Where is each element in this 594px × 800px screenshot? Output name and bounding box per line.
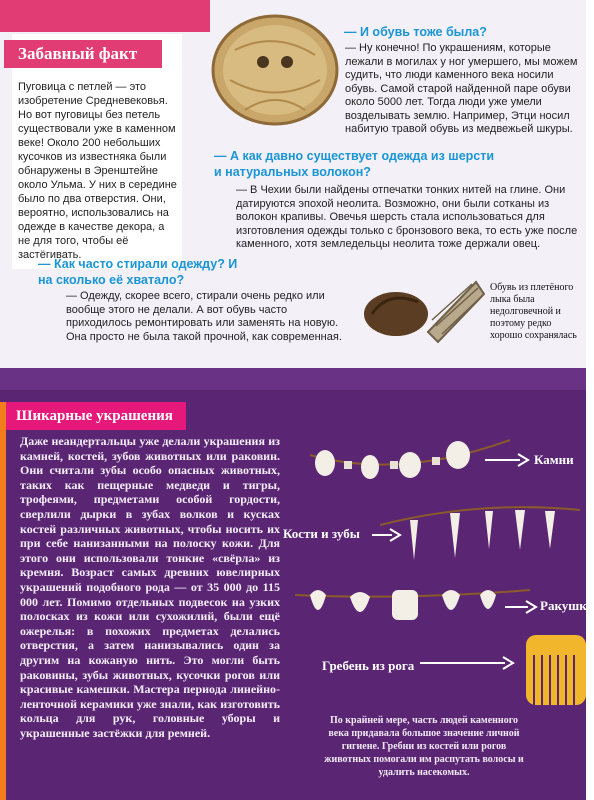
jewelry-illustration [280,425,586,725]
stone-button-image [205,10,345,130]
label-shells: Ракушки [540,598,594,613]
q1-title: — И обувь тоже была? [344,25,487,39]
q1-text: — Ну конечно! По украшениям, которые лежали в могилах у ног умершего, мы можем судить, что люди каменного века носили обувь. Самой старой найденной паре обуви около 5000 лет. Тогда люди уже умели возделывать землю. Например, Этци носил набитую травой обувь из медвежьей шкуры. [345,42,578,135]
orange-side-bar [0,402,6,800]
label-stones: Камни [534,452,574,467]
q2-title: — А как давно существует одежда из шерсти и натуральных волокон? [214,149,495,179]
q3-title: — Как часто стирали одежду? И на сколько её хватало? [38,257,238,287]
jewelry-title: Шикарные украшения [6,402,186,430]
shoe-caption: Обувь из плетёного лыка была недолговечной и поэтому редко хорошо сохранялась [490,282,577,341]
bottom-top-strip [0,368,586,390]
fact-text: Пуговица с петлей — это изобретение Средневековья. Но вот пуговицы без петель существовали уже в каменном веке! Около 200 небольших кусочков из известняка были обнаружены в Эренштейне около Ульма. У них в середине было по два отверстия. Они, вероятно, использовались на одежде в качестве декора, а не для того, чтобы её застёгивать. [18,81,177,261]
label-comb: Гребень из рога [322,658,415,673]
comb-note: По крайней мере, часть людей каменного века придавала большое значение личной гигиене. Гребни из костей или рогов животных помогали им распутать волосы и удалить насекомых. [324,715,524,778]
pink-header-band [0,0,210,32]
q3-text: — Одежду, скорее всего, стирали очень редко или вообще этого не делали. А вот обувь часто приходилось ремонтировать или заменять на новую. Она просто не была такой прочной, как современная. [66,290,342,343]
label-bones: Кости и зубы [283,526,360,541]
jewelry-text: Даже неандертальцы уже делали украшения из камней, костей, зубов животных или раковин. Они считали зубы особо опасных животных, таких как пещерные медведи и тигры, трофеями, предметами особой гордости, сверлили дырки в зубах волков и кусках костей различных животных, чтобы носить их при себе нанизанными на полоску кожи. Для этого они использовали тонкие «свёрла» из кремня. Возраст самых древних ювелирных украшений подобного рода — от 35 000 до 115 000 лет. Помимо отдельных подвесок на узких полосках из кожи или сухожилий, были ещё ожерелья: в похожих предметах делались отверстия, а затем нанизывались один за другим на кожаную нить. Это могли быть раковины, зубы животных, кусочки рогов или красивые камешки. Мастера периода линейно-ленточной керамики уже знали, как изготовить кольца для рук, головные уборы и украшенные застёжки для ремней. [20,434,280,740]
fact-title: Забавный факт [4,40,162,68]
q2-text: — В Чехии были найдены отпечатки тонких нитей на глине. Они датируются эпохой неолита. Возможно, они были сотканы из волокон крапивы. Овечья шерсть стала использоваться для изготовления одежды только с бронзового века, то есть уже после каменного, хотя земледельцы неолита тоже держали овец. [236,184,578,250]
shoe-image [358,262,486,352]
